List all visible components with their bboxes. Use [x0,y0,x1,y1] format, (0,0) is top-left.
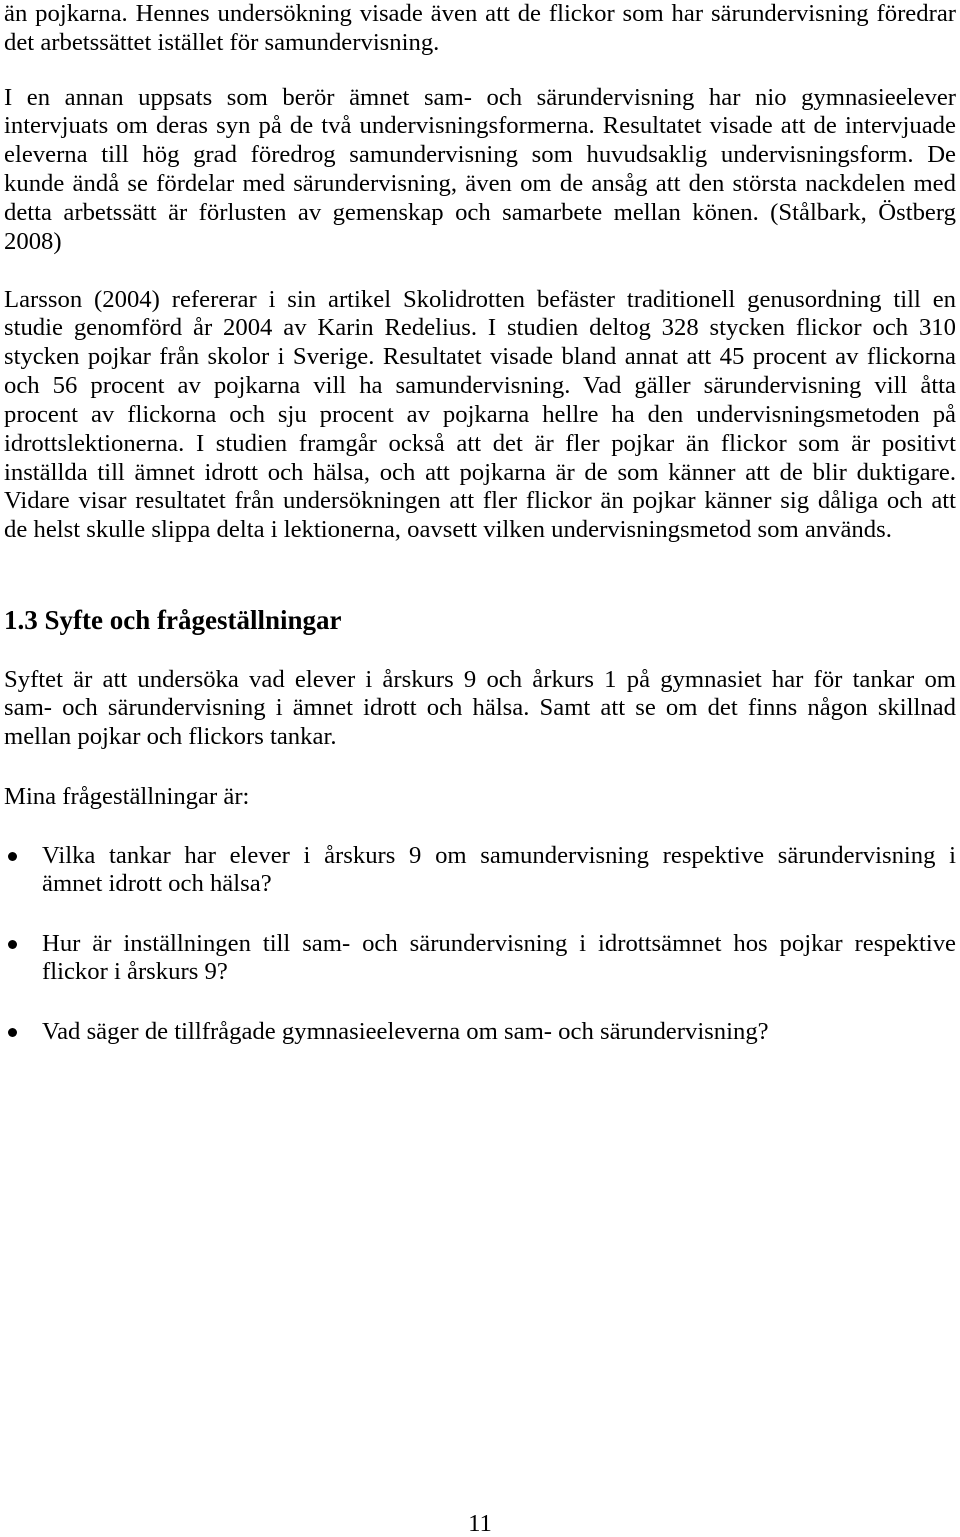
purpose-paragraph [4,666,956,753]
text-line: eleverna till hög grad föredrog samundervisning som huvudsaklig undervisningsform. De [4,141,956,169]
body-paragraph [4,286,956,546]
body-paragraph [4,0,956,58]
text-line: Vidare visar resultatet från undersökningen att fler flickor än pojkar känner sig dåliga och att [4,487,956,515]
text-line: Vad säger de tillfrågade gymnasieeleverna om sam- och särundervisning? [42,1017,769,1045]
page-number: 11 [468,1510,492,1537]
text-line: detta arbetssätt är förlusten av gemenskap och samarbete mellan könen. (Stålbark, Östberg [4,198,956,226]
question-text [42,1018,956,1047]
questions-intro: Mina frågeställningar är: [4,782,250,810]
text-line: Vilka tankar har elever i årskurs 9 om samundervisning respektive särundervisning i [42,841,956,869]
text-line: än pojkarna. Hennes undersökning visade även att de flickor som har särundervisning föredrar [4,0,956,27]
text-line: de helst skulle slippa delta i lektionerna, oavsett vilken undervisningsmetod som används. [4,516,892,544]
bullet-icon [8,940,17,949]
text-line: inställda till ämnet idrott och hälsa, och att pojkarna är de som känner att de blir duktigare. [4,458,956,486]
text-line: intervjuats om deras syn på de två undervisningsformerna. Resultatet visade att de intervjuade [4,112,956,140]
text-line: det arbetssättet istället för samundervisning. [4,28,440,56]
text-line: idrottslektionerna. I studien framgår också att det är fler pojkar än flickor som är positivt [4,429,956,457]
body-paragraph [4,84,956,257]
text-line: studie genomförd år 2004 av Karin Redelius. I studien deltog 328 stycken flickor och 310 [4,314,956,342]
text-line: stycken pojkar från skolor i Sverige. Resultatet visade bland annat att 45 procent av flickorna [4,343,956,371]
text-line: Hur är inställningen till sam- och särundervisning i idrottsämnet hos pojkar respektive [42,929,956,957]
text-line: procent av flickorna och sju procent av pojkarna hellre ha den undervisningsmetoden på [4,400,956,428]
text-line: mellan pojkar och flickors tankar. [4,723,337,751]
text-line: ämnet idrott och hälsa? [42,870,272,898]
bullet-icon [8,1028,17,1037]
section-heading: 1.3 Syfte och frågeställningar [4,604,342,635]
text-line: sam- och särundervisning i ämnet idrott och hälsa. Samt att se om det finns någon skillnad [4,694,956,722]
text-line: Larsson (2004) refererar i sin artikel Skolidrotten befäster traditionell genusordning till en [4,285,956,313]
text-line: och 56 procent av pojkarna vill ha samundervisning. Vad gäller särundervisning vill åtta [4,372,956,400]
text-line: flickor i årskurs 9? [42,958,228,986]
text-line: kunde ändå se fördelar med särundervisning, även om de ansåg att den största nackdelen med [4,170,956,198]
question-text [42,842,956,900]
bullet-icon [8,852,17,861]
text-line: 2008) [4,227,62,255]
text-line: I en annan uppsats som berör ämnet sam- och särundervisning har nio gymnasieelever [4,83,956,111]
question-text [42,930,956,988]
text-line: Syftet är att undersöka vad elever i årskurs 9 och årkurs 1 på gymnasiet har för tankar om [4,665,956,693]
